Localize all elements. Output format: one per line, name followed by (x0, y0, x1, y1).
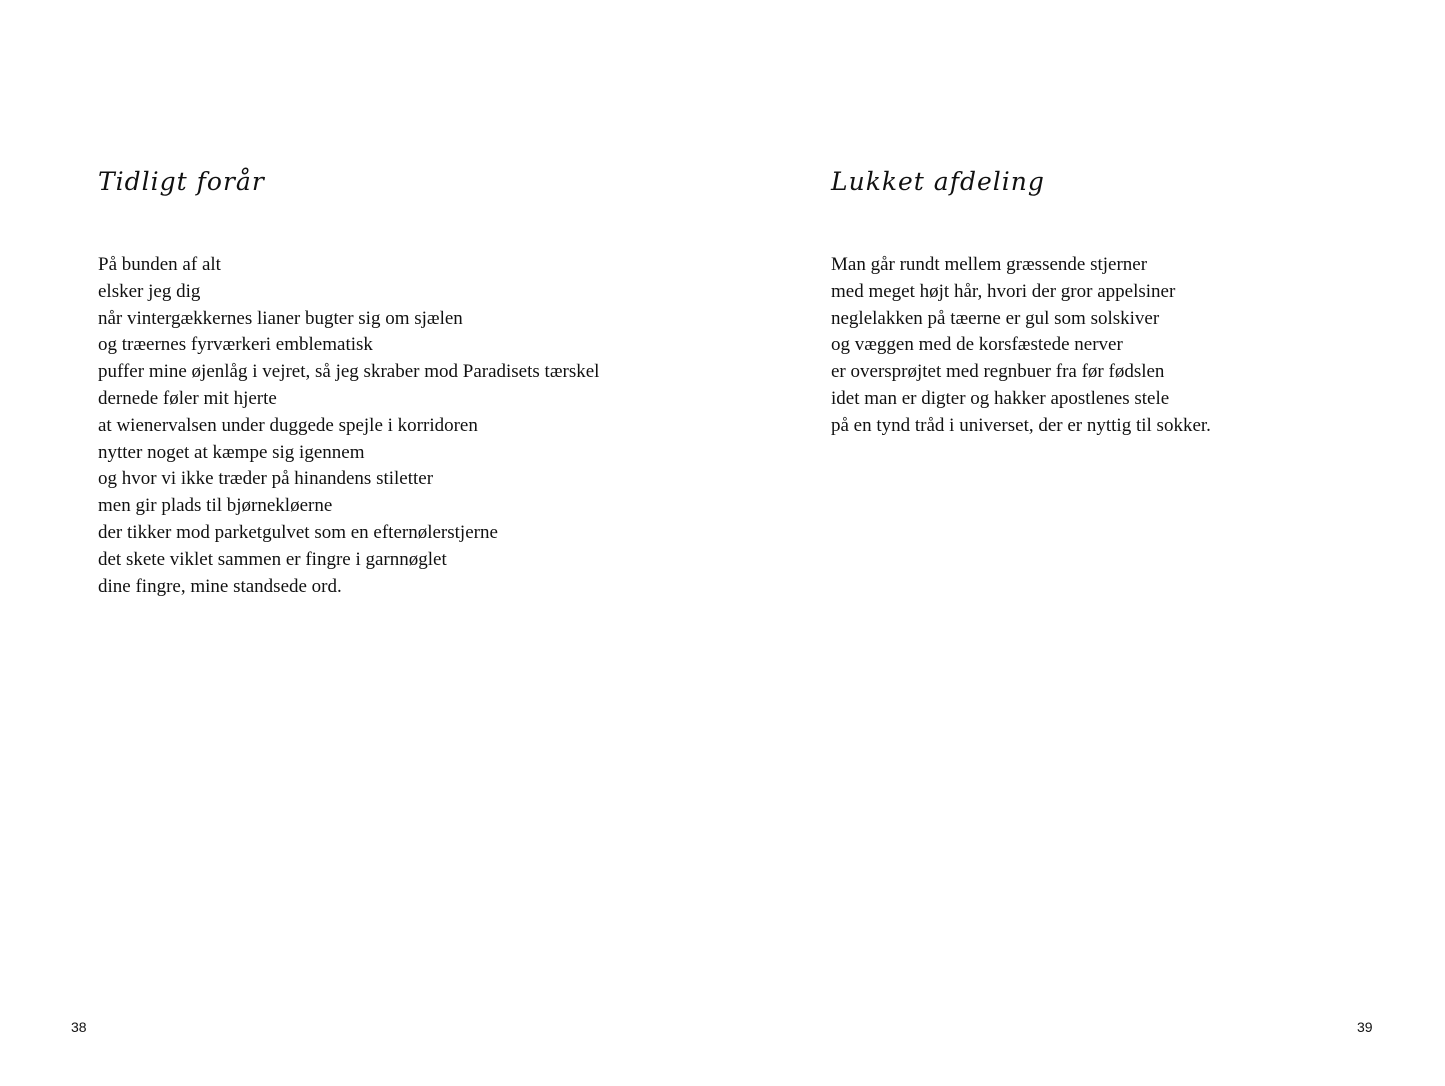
left-page (0, 0, 722, 1086)
poem-line: og væggen med de korsfæstede nerver (831, 334, 1123, 356)
poem-line: dine fingre, mine standsede ord. (98, 575, 342, 597)
poem-line: med meget højt hår, hvori der gror appelsiner (831, 280, 1176, 302)
poem-title: Tidligt forår (98, 167, 265, 196)
poem-line: der tikker mod parketgulvet som en efternølerstjerne (98, 521, 498, 543)
poem-line: dernede føler mit hjerte (98, 387, 277, 409)
poem-line: at wienervalsen under duggede spejle i korridoren (98, 414, 478, 436)
right-page (722, 0, 1445, 1086)
poem-title: Lukket afdeling (831, 167, 1045, 196)
poem-line: idet man er digter og hakker apostlenes stele (831, 387, 1170, 409)
poem-line: men gir plads til bjørnekløerne (98, 495, 333, 517)
poem-line: På bunden af alt (98, 254, 221, 275)
poem-body (98, 252, 599, 600)
poem-line: på en tynd tråd i universet, der er nyttig til sokker. (831, 414, 1211, 436)
poem-line: neglelakken på tæerne er gul som solskiver (831, 307, 1160, 329)
poem-body (831, 252, 1211, 440)
poem-line: når vintergækkernes lianer bugter sig om sjælen (98, 307, 463, 329)
poem-line: det skete viklet sammen er fingre i garnnøglet (98, 548, 447, 570)
page-number: 39 (1357, 1019, 1373, 1035)
poem-line: elsker jeg dig (98, 280, 201, 302)
page-number: 38 (71, 1019, 87, 1035)
poem-line: Man går rundt mellem græssende stjerner (831, 254, 1148, 275)
poem-line: og hvor vi ikke træder på hinandens stiletter (98, 468, 434, 490)
poem-line: er oversprøjtet med regnbuer fra før fødslen (831, 361, 1165, 383)
poem-line: nytter noget at kæmpe sig igennem (98, 441, 365, 463)
poem-line: og træernes fyrværkeri emblematisk (98, 334, 373, 356)
poem-line: puffer mine øjenlåg i vejret, så jeg skraber mod Paradisets tærskel (98, 361, 600, 383)
